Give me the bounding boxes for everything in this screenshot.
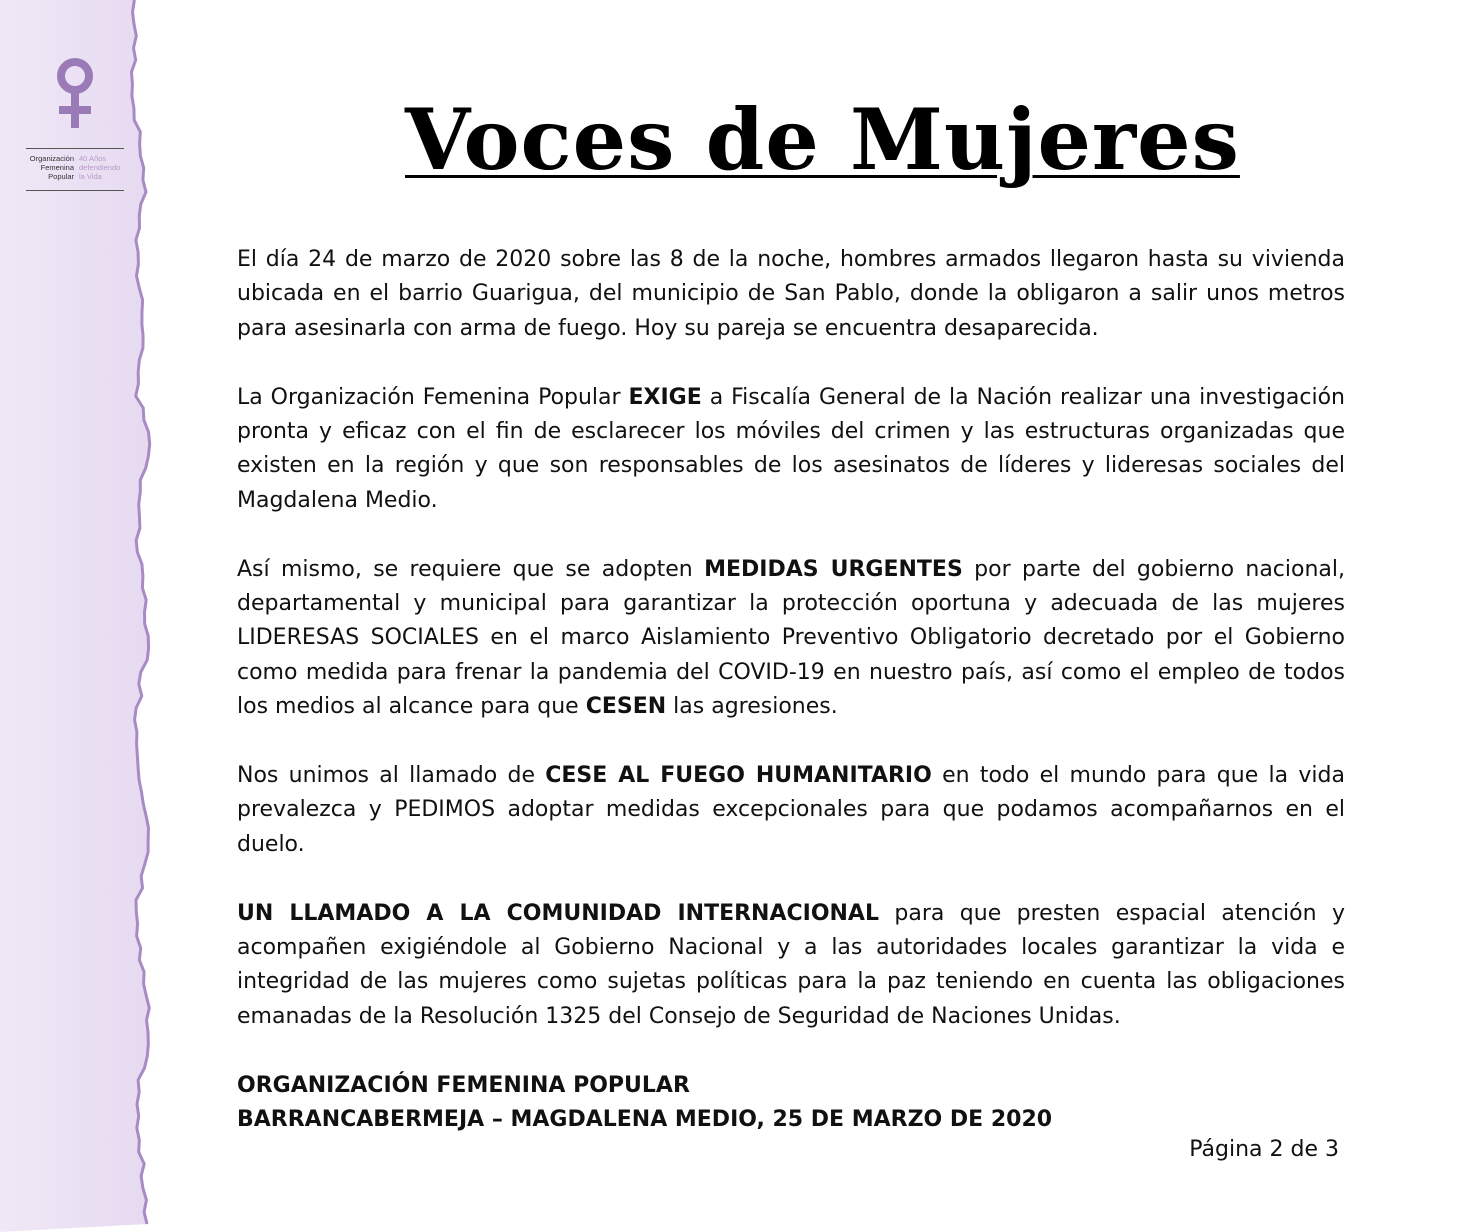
body-paragraph	[237, 897, 1345, 1035]
paragraph-text: El día 24 de marzo de 2020 sobre las 8 de la noche, hombres armados llegaron hasta su vivienda ubicada en el barrio Guarigua, del municipio de San Pablo, donde la obligaron a salir unos metros para asesinarla con arma de fuego. Hoy su pareja se encuentra desaparecida.	[237, 247, 1345, 341]
paragraph-text: Nos unimos al llamado de	[237, 763, 546, 789]
logo-tagline: 40 Años defendiendo la Vida	[79, 154, 121, 181]
body-paragraph	[237, 243, 1345, 346]
logo-top-rule	[26, 148, 124, 149]
paragraph-list	[237, 243, 1345, 1034]
emphasis-text: CESEN	[585, 694, 667, 720]
female-symbol-icon	[50, 56, 100, 136]
paragraph-text: La Organización Femenina Popular	[237, 384, 629, 410]
paragraph-text: a Fiscalía General de la Nación realizar una investigación pronta y eficaz con el fin de esclarecer los móviles del crimen y las estructuras organizadas que existen en la región y que son responsables de los asesinatos de líderes y lideresas sociales del Magdalena Medio.	[237, 384, 1345, 513]
paragraph-text: para que presten espacial atención y acompañen exigiéndole al Gobierno Nacional y a las autoridades locales garantizar la vida e integridad de las mujeres como sujetas políticas para la paz teniendo en cuenta las obligaciones emanadas de la Resolución 1325 del Consejo de Seguridad de Naciones Unidas.	[237, 900, 1346, 1029]
emphasis-text: EXIGE	[628, 384, 702, 410]
signature-organization: ORGANIZACIÓN FEMENINA POPULAR	[237, 1072, 690, 1098]
signature-place-date: BARRANCABERMEJA – MAGDALENA MEDIO, 25 DE MARZO DE 2020	[237, 1107, 1053, 1133]
paragraph-text: en todo el mundo para que la vida prevalezca y PEDIMOS adoptar medidas excepcionales para que podamos acompañarnos en el duelo.	[237, 763, 1345, 857]
decorative-sidebar	[0, 0, 160, 1232]
emphasis-text: UN LLAMADO A LA COMUNIDAD INTERNACIONAL	[237, 900, 879, 926]
organization-logo	[22, 56, 128, 196]
page-number: Página 2 de 3	[1189, 1137, 1339, 1162]
paragraph-text: Así mismo, se requiere que se adopten	[237, 556, 705, 582]
emphasis-text: MEDIDAS URGENTES	[704, 556, 963, 582]
logo-bottom-rule	[26, 190, 124, 191]
body-paragraph	[237, 553, 1345, 725]
body-paragraph	[237, 759, 1345, 862]
body-paragraph	[237, 381, 1345, 519]
document-title: Voces de Mujeres	[405, 90, 1240, 189]
paragraph-text: por parte del gobierno nacional, departamental y municipal para garantizar la protección oportuna y adecuada de las mujeres LIDERESAS SOCIALES en el marco Aislamiento Preventivo Obligatorio decretado por el Gobierno como medida para frenar la pandemia del COVID-19 en nuestro país, así como el empleo de todos los medios al alcance para que	[237, 556, 1346, 720]
paragraph-text: las agresiones.	[666, 694, 838, 720]
emphasis-text: CESE AL FUEGO HUMANITARIO	[545, 763, 932, 789]
document-body	[237, 243, 1345, 1137]
logo-org-name: Organización Femenina Popular	[29, 154, 74, 181]
